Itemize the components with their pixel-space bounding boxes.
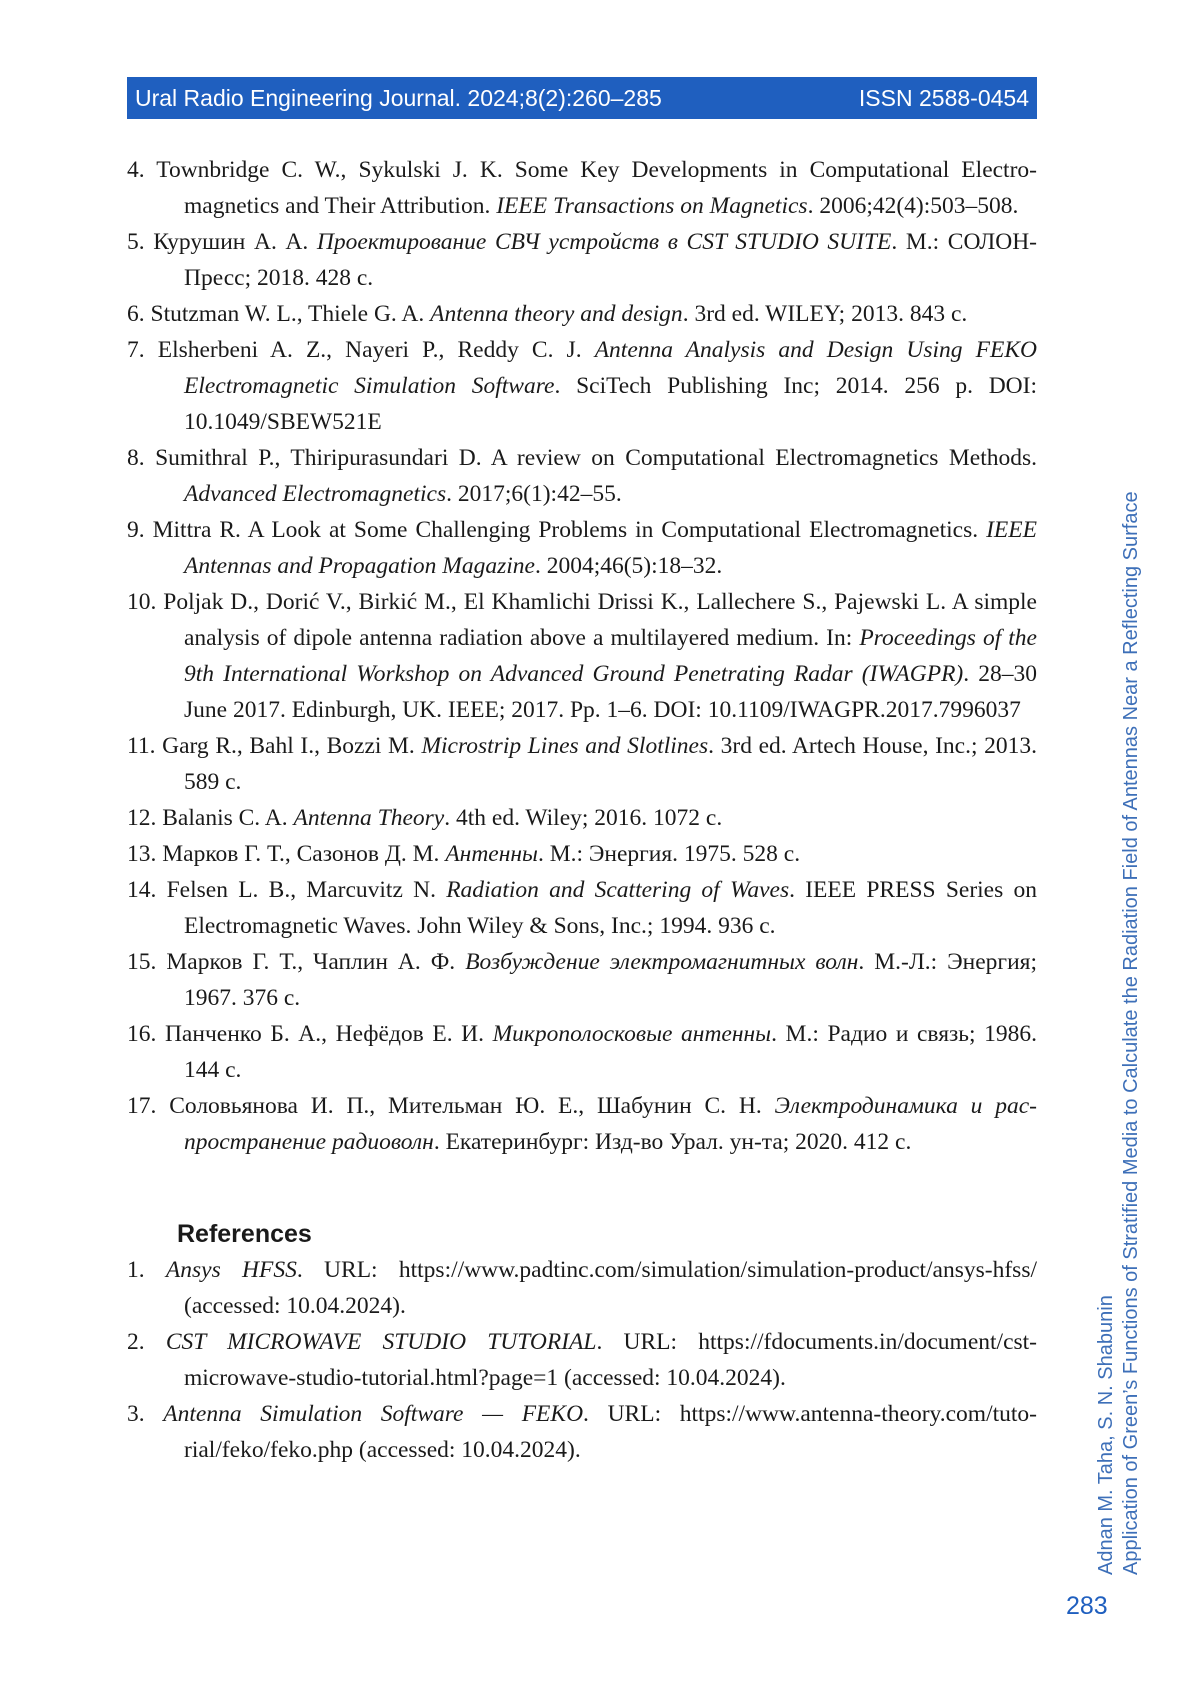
reference-text: 7. Elsherbeni A. Z., Nayeri P., Reddy C. J. [127,337,595,363]
reference-item [127,1396,1037,1468]
reference-details: . М.: Радио и связь; 1986. 144 с. [184,1021,1038,1083]
reference-details: . 4th ed. Wiley; 2016. 1072 c. [444,805,723,831]
reference-text: 14. Felsen L. B., Marcuvitz N. [127,877,447,903]
reference-text: 8. Sumithral P., Thiripurasundari D. A review on Computational Electromagnetics Methods. [127,445,1037,471]
reference-text: 1. [127,1257,166,1283]
reference-source-title: Антенны [445,841,538,867]
section-heading-references: References [177,1220,312,1248]
reference-item [127,836,1037,872]
reference-source-title: Antenna Simulation Software — FEKO [163,1401,584,1427]
reference-list-english [127,1252,1037,1468]
reference-item [127,728,1037,800]
reference-item [127,1016,1037,1088]
reference-text: 5. Курушин А. А. [127,229,317,255]
reference-details: . URL: https://fdocuments.in/document/cst-microwave-studio-tutorial.html?page=1 (accessed: 10.04.2024). [184,1329,1037,1391]
reference-item [127,224,1037,296]
reference-source-title: Proceedings of the 9th International Workshop on Advanced Ground Penetrating Radar (IWAGPR) [184,625,1037,687]
reference-source-title: Radiation and Scattering of Waves [446,877,790,903]
reference-item [127,872,1037,944]
journal-header-bar [127,77,1037,119]
reference-text: 12. Balanis C. A. [127,805,294,831]
reference-source-title: Ansys HFSS [165,1257,297,1283]
reference-source-title: IEEE Transactions on Magnetics [496,193,808,219]
reference-source-title: IEEE Antennas and Propagation Magazine [184,517,1037,579]
reference-details: . 2017;6(1):42–55. [446,481,622,507]
reference-text: 10. Poljak D., Dorić V., Birkić M., El Khamlichi Drissi K., Lallechere S., Pajewski L. A simple analysis of dipole antenna radiation above a multilayered medium. In: [127,589,1037,651]
reference-source-title: Электродинамика и распространение радиоволн [184,1093,1037,1155]
reference-item [127,584,1037,728]
reference-source-title: Antenna Theory [293,805,445,831]
reference-details: . URL: https://www.antenna-theory.com/tutorial/feko/feko.php (accessed: 10.04.2024). [184,1401,1037,1463]
reference-details: . М.-Л.: Энергия; 1967. 376 с. [184,949,1037,1011]
reference-details: . IEEE PRESS Series on Electromagnetic Waves. John Wiley & Sons, Inc.; 1994. 936 c. [184,877,1037,939]
reference-text: 13. Марков Г. Т., Сазонов Д. М. [127,841,446,867]
reference-item [127,512,1037,584]
reference-details: . Екатеринбург: Изд-во Урал. ун-та; 2020. 412 с. [433,1129,912,1155]
reference-source-title: Antenna theory and design [430,301,683,327]
reference-details: . 28–30 June 2017. Edinburgh, UK. IEEE; 2017. Pp. 1–6. DOI: 10.1109/IWAGPR.2017.7996037 [184,661,1038,723]
reference-source-title: Advanced Electromagnetics [184,481,447,507]
reference-text: 15. Марков Г. Т., Чаплин А. Ф. [127,949,466,975]
side-running-title [1094,425,1144,1575]
reference-details: . М.: СОЛОН-Пресс; 2018. 428 с. [184,229,1037,291]
reference-details: . SciTech Publishing Inc; 2014. 256 p. DOI: 10.1049/SBEW521E [184,373,1037,435]
reference-text: 16. Панченко Б. А., Нефёдов Е. И. [127,1021,493,1047]
reference-source-title: Проектирование СВЧ устройств в CST STUDIO SUITE [316,229,892,255]
reference-source-title: Microstrip Lines and Slotlines [421,733,709,759]
reference-item [127,440,1037,512]
side-article-title: Application of Green’s Functions of Stratified Media to Calculate the Radiation Field of Antennas Near a Reflecting Surface [1120,491,1142,1575]
reference-item [127,296,1037,332]
reference-text: 2. [127,1329,166,1355]
reference-item [127,152,1037,224]
reference-item [127,800,1037,836]
journal-citation: Ural Radio Engineering Journal. 2024;8(2):260–285 [135,84,662,111]
references-content [127,152,1037,1468]
reference-text: 9. Mittra R. A Look at Some Challenging Problems in Computational Electromagnetics. [127,517,987,543]
reference-item [127,1252,1037,1324]
reference-source-title: Возбуждение электромагнитных волн [465,949,859,975]
reference-source-title: Микрополосковые антенны [492,1021,772,1047]
reference-text: 17. Соловьянова И. П., Мительман Ю. Е., Шабунин С. Н. [127,1093,775,1119]
reference-text: 4. Townbridge C. W., Sykulski J. K. Some Key Developments in Computational Electromagnetics and Their Attribution. [127,157,1037,219]
reference-details: . М.: Энергия. 1975. 528 с. [537,841,801,867]
reference-text: 11. Garg R., Bahl I., Bozzi M. [127,733,422,759]
reference-text: 6. Stutzman W. L., Thiele G. A. [127,301,431,327]
reference-text: 3. [127,1401,164,1427]
reference-details: . 3rd ed. WILEY; 2013. 843 c. [682,301,968,327]
reference-list-russian [127,152,1037,1160]
reference-details: . 2006;42(4):503–508. [807,193,1019,219]
reference-item [127,944,1037,1016]
reference-source-title: CST MICROWAVE STUDIO TUTORIAL [165,1329,597,1355]
page-number: 283 [1066,1592,1108,1620]
reference-details: . 3rd ed. Artech House, Inc.; 2013. 589 c. [184,733,1037,795]
reference-item [127,1088,1037,1160]
reference-item [127,1324,1037,1396]
reference-details: . 2004;46(5):18–32. [534,553,723,579]
side-authors: Adnan M. Taha, S. N. Shabunin [1095,1295,1117,1575]
reference-source-title: Antenna Analysis and Design Using FEKO Electromagnetic Simulation Software [184,337,1037,399]
issn: ISSN 2588-0454 [858,84,1029,111]
reference-item [127,332,1037,440]
reference-details: . URL: https://www.padtinc.com/simulation/simulation-product/ansys-hfss/ (accessed: 10.04.2024). [184,1257,1038,1319]
